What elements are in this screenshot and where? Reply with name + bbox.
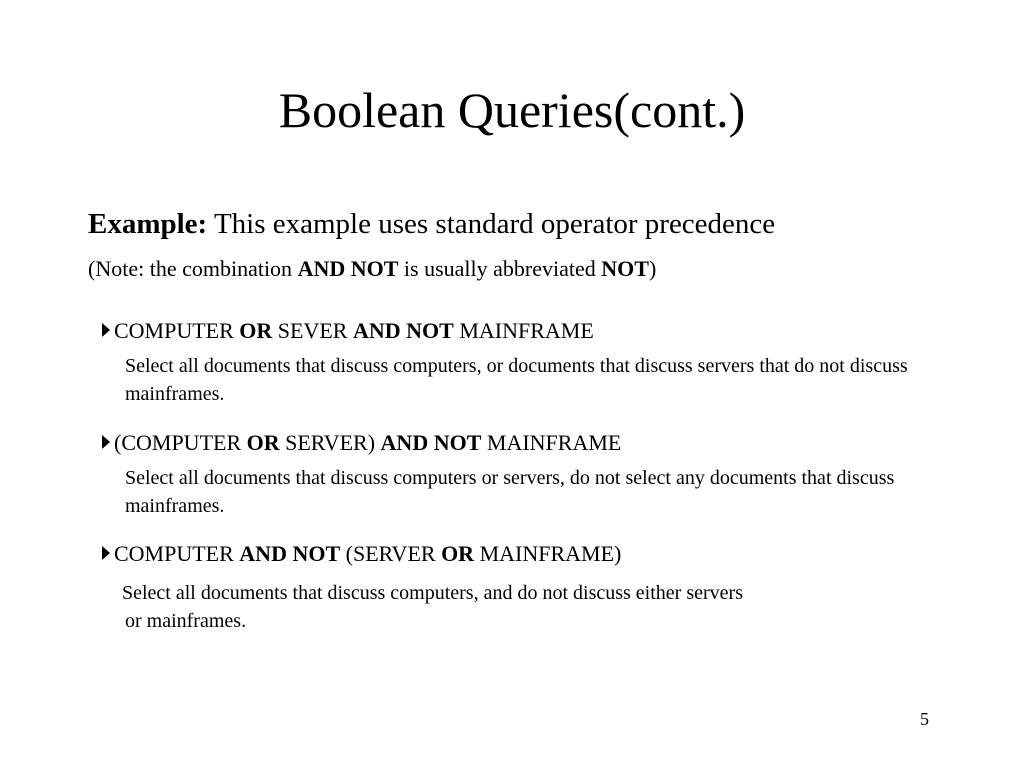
query-1-term: MAINFRAME (453, 318, 594, 343)
query-3-term: COMPUTER (114, 541, 240, 566)
query-3-description-line-2: or mainframes. (125, 610, 247, 632)
example-label: Example: (88, 208, 208, 240)
note-keyword-not: NOT (601, 256, 649, 281)
page-number: 5 (920, 709, 929, 729)
query-3-description-line-1: Select all documents that discuss computers, and do not discuss either servers (122, 582, 743, 604)
note-suffix: ) (648, 256, 657, 281)
slide-title: Boolean Queries(cont.) (278, 82, 746, 138)
query-2-term: (COMPUTER (114, 430, 247, 455)
bullet-arrow-icon (102, 323, 110, 337)
note-prefix: (Note: the combination (88, 256, 298, 281)
query-3-description (122, 579, 942, 635)
query-2-description: Select all documents that discuss computers or servers, do not select any documents that discuss mainframes. (125, 467, 895, 517)
query-1-term: COMPUTER (114, 318, 240, 343)
bullet-arrow-icon (102, 435, 110, 449)
bullet-query-1 (102, 316, 594, 346)
query-1-term: SEVER (272, 318, 353, 343)
note-line (88, 253, 656, 285)
bullet-query-3 (102, 539, 621, 569)
query-1-description: Select all documents that discuss computers, or documents that discuss servers that do not discuss mainframes. (125, 355, 908, 405)
query-2-operator: OR (246, 430, 280, 455)
note-middle: is usually abbreviated (398, 256, 602, 281)
query-3-operator: OR (441, 541, 475, 566)
query-2-operator: AND NOT (380, 430, 482, 455)
bullet-arrow-icon (102, 546, 110, 560)
query-1-operator: OR (239, 318, 273, 343)
query-3-term: MAINFRAME) (474, 541, 622, 566)
note-keyword-and-not: AND NOT (297, 256, 399, 281)
query-1-operator: AND NOT (352, 318, 454, 343)
example-text: This example uses standard operator precedence (207, 208, 776, 240)
query-2-term: MAINFRAME (481, 430, 622, 455)
bullet-query-2 (102, 428, 621, 458)
query-3-operator: AND NOT (239, 541, 341, 566)
query-3-term: (SERVER (340, 541, 442, 566)
example-line (88, 204, 775, 244)
query-2-term: SERVER) (279, 430, 381, 455)
